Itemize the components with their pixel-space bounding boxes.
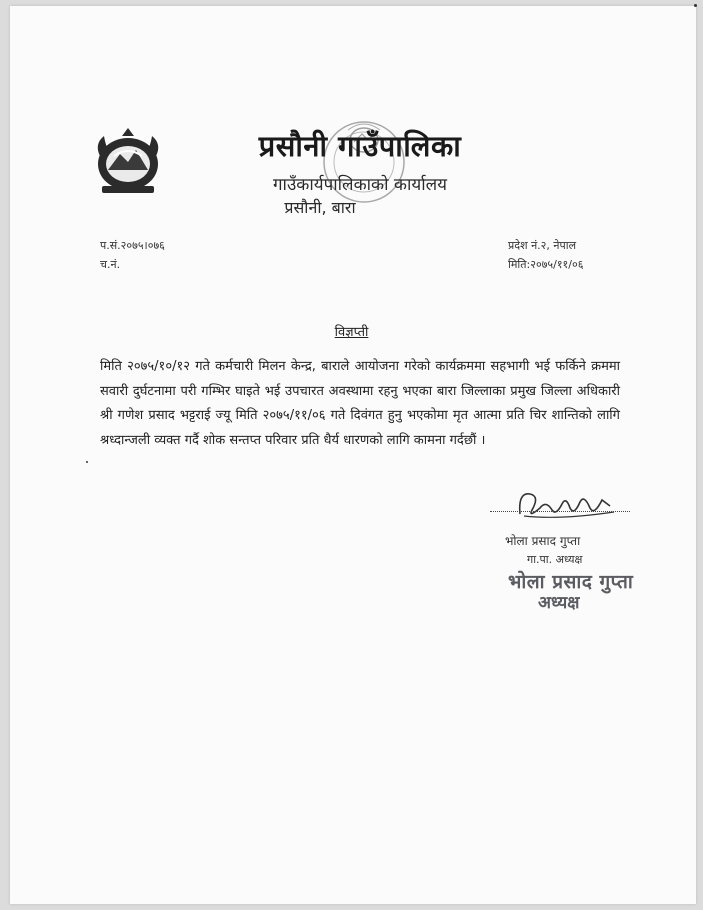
handwritten-signature-icon (510, 486, 620, 522)
signatory-title: गा.पा. अध्यक्ष (527, 553, 583, 566)
signature-line (490, 510, 630, 512)
reference-number: प.सं.२०७५।०७६ (100, 239, 165, 252)
letter-date: मिति:२०७५/११/०६ (508, 258, 584, 271)
reference-block (100, 236, 165, 274)
office-location: प्रसौनी, बारा (284, 198, 356, 217)
scan-speck (86, 461, 88, 463)
scan-speck (694, 4, 697, 7)
notice-heading: विज्ञप्ती (334, 325, 369, 340)
nepal-emblem-icon (88, 126, 168, 196)
stamp-title: अध्यक्ष (538, 593, 580, 613)
dispatch-number: च.नं. (100, 258, 121, 271)
municipality-name: प्रसौनी गाउँपालिका (258, 129, 462, 163)
province-line: प्रदेश नं.२, नेपाल (508, 239, 577, 252)
notice-body: मिति २०७५/१०/१२ गते कर्मचारी मिलन केन्द्र, बाराले आयोजना गरेको कार्यक्रममा सहभागी भई फर्किने क्रममा सवारी दुर्घटनामा परी गम्भिर घाइते भई उपचारत अवस्थामा रहनु भएका बारा जिल्लाका प्रमुख जिल्ला अधिकारी श्री गणेश प्रसाद भट्टराई ज्यू मिति २०७५/११/०६ गते दिवंगत हुनु भएकोमा मृत आत्मा प्रति चिर शान्तिको लागि श्रध्दान्जली व्यक्त गर्दै शोक सन्तप्त परिवार प्रति धैर्य धारणको लागि कामना गर्दछौं । (100, 359, 620, 448)
stamp-name: भोला प्रसाद गुप्ता (508, 571, 634, 593)
signatory-name: भोला प्रसाद गुप्ता (505, 534, 581, 548)
office-name: गाउँकार्यपालिकाको कार्यालय (272, 175, 448, 195)
address-date-block (508, 236, 583, 274)
